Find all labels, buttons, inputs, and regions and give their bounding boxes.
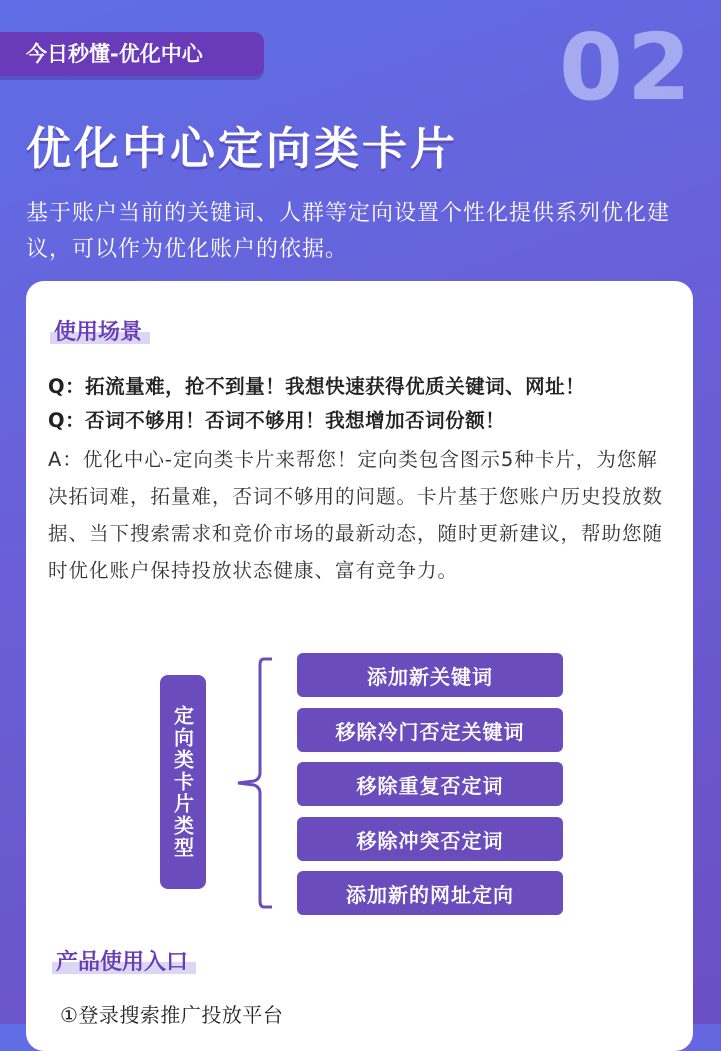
entry-step-1: ①登录搜索推广投放平台	[60, 1003, 284, 1027]
card-remove-duplicate-negatives: 移除重复否定词	[297, 762, 563, 806]
header-tag: 今日秒懂-优化中心	[0, 32, 264, 76]
section-number: 02	[558, 14, 695, 121]
card-remove-conflict-negatives: 移除冲突否定词	[297, 817, 563, 861]
bracket-icon	[234, 655, 274, 911]
card-type-label: 定向类卡片类型	[160, 675, 206, 889]
card-add-url-targeting: 添加新的网址定向	[297, 871, 563, 915]
answer-text: A：优化中心-定向类卡片来帮您！定向类包含图示5种卡片，为您解决拓词难，拓量难，否词不够用的问题。卡片基于您账户历史投放数据、当下搜索需求和竞价市场的最新动态，随时更新建议，帮助您随时优化账户保持投放状态健康、富有竞争力。	[48, 448, 664, 582]
question-2: Q：否词不够用！否词不够用！我想增加否词份额！	[48, 409, 506, 432]
question-1: Q：拓流量难，抢不到量！我想快速获得优质关键词、网址！	[48, 375, 586, 398]
intro-text: 基于账户当前的关键词、人群等定向设置个性化提供系列优化建议，可以作为优化账户的依据。	[26, 201, 671, 262]
content-card	[26, 281, 693, 1051]
card-remove-cold-negatives: 移除冷门否定关键词	[297, 708, 563, 752]
entry-heading: 产品使用入口	[56, 945, 188, 976]
usage-heading: 使用场景	[54, 315, 142, 346]
card-add-keywords: 添加新关键词	[297, 653, 563, 697]
page-title: 优化中心定向类卡片	[26, 122, 459, 175]
